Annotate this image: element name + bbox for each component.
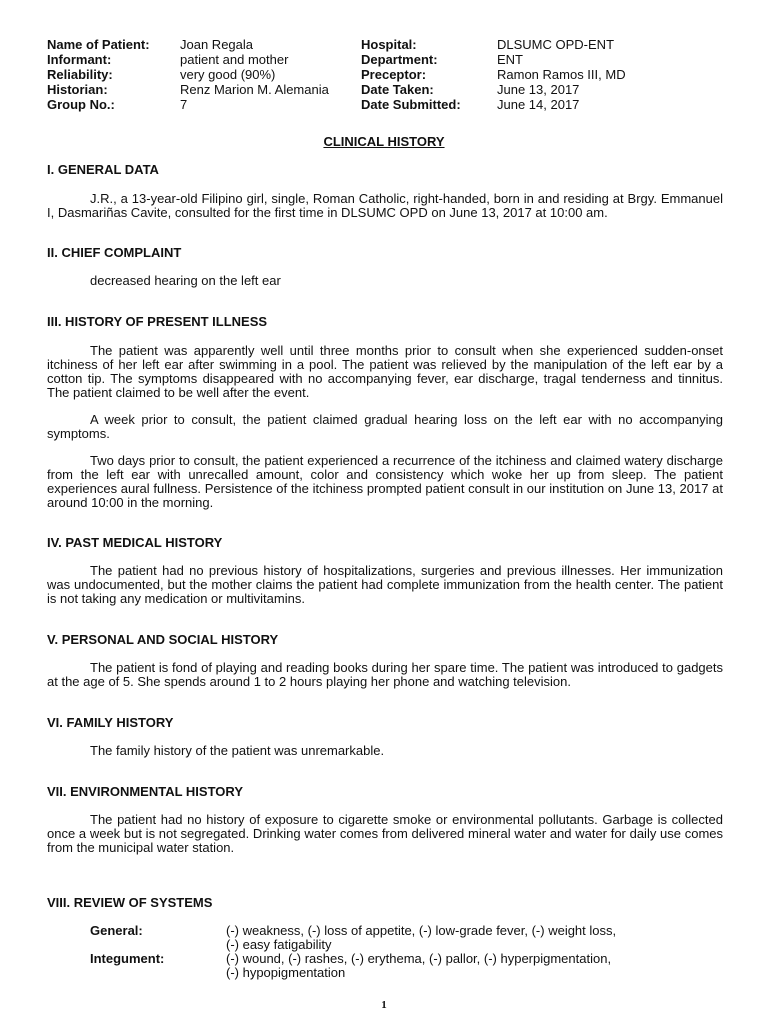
group-no-value: 7: [180, 97, 188, 112]
reliability-label: Reliability:: [47, 67, 113, 82]
header-row: [47, 38, 727, 53]
header-row: [47, 68, 727, 83]
chief-complaint-text: decreased hearing on the left ear: [90, 273, 281, 288]
date-taken-value: June 13, 2017: [497, 82, 580, 97]
ros-integument-label: Integument:: [90, 951, 165, 966]
chief-complaint-heading: II. CHIEF COMPLAINT: [47, 245, 182, 260]
general-data-heading: I. GENERAL DATA: [47, 162, 159, 177]
review-of-systems-heading: VIII. REVIEW OF SYSTEMS: [47, 895, 213, 910]
name-of-patient-value: Joan Regala: [180, 37, 253, 52]
patient-info-header: [47, 38, 727, 113]
informant-value: patient and mother: [180, 52, 289, 67]
informant-label: Informant:: [47, 52, 112, 67]
preceptor-value: Ramon Ramos III, MD: [497, 67, 626, 82]
hpi-paragraph-1: The patient was apparently well until three months prior to consult when she experienced sudden-onset itchiness of her left ear after swimming in a pool. The patient was relieved by the manipulation of the left ear by a cotton tip. The symptoms disappeared with no accompanying fever, ear discharge, tragal tenderness and tinnitus. The patient claimed to be well after the event.: [47, 343, 723, 400]
ros-general-text: [226, 924, 666, 952]
reliability-value: very good (90%): [180, 67, 276, 82]
hpi-heading: III. HISTORY OF PRESENT ILLNESS: [47, 314, 268, 329]
past-medical-history-heading: IV. PAST MEDICAL HISTORY: [47, 535, 223, 550]
ros-general-label: General:: [90, 923, 143, 938]
family-history-text: The family history of the patient was unremarkable.: [90, 743, 385, 758]
ros-integument-text: [226, 952, 666, 980]
historian-value: Renz Marion M. Alemania: [180, 82, 329, 97]
date-submitted-value: June 14, 2017: [497, 97, 580, 112]
name-of-patient-label: Name of Patient:: [47, 37, 150, 52]
hpi-paragraph-3: Two days prior to consult, the patient experienced a recurrence of the itchiness and claimed watery discharge from the left ear with unrecalled amount, color and consistency which woke her up from sleep. The patient experiences aural fullness. Persistence of the itchiness prompted patient consult in our institution on June 13, 2017 at around 10:00 in the morning.: [47, 453, 723, 510]
group-no-label: Group No.:: [47, 97, 115, 112]
family-history-heading: VI. FAMILY HISTORY: [47, 715, 174, 730]
past-medical-history-paragraph: The patient had no previous history of hospitalizations, surgeries and previous illnesses. Her immunization was undocumented, but the mother claims the patient had complete immunization from the health center. The patient is not taking any medication or multivitamins.: [47, 563, 723, 606]
personal-social-history-paragraph: The patient is fond of playing and reading books during her spare time. The patient was introduced to gadgets at the age of 5. She spends around 1 to 2 hours playing her phone and watching television.: [47, 660, 723, 689]
ros-item: [90, 924, 730, 952]
ros-general-line-1: (-) weakness, (-) loss of appetite, (-) low-grade fever, (-) weight loss,: [226, 923, 617, 938]
date-submitted-label: Date Submitted:: [361, 97, 461, 112]
header-row: [47, 98, 727, 113]
review-of-systems-list: [90, 924, 730, 980]
environmental-history-heading: VII. ENVIRONMENTAL HISTORY: [47, 784, 243, 799]
document-title: CLINICAL HISTORY: [323, 134, 445, 149]
page-number: 1: [381, 999, 387, 1011]
date-taken-label: Date Taken:: [361, 82, 434, 97]
environmental-history-paragraph: The patient had no history of exposure to cigarette smoke or environmental pollutants. Garbage is collected once a week but is not segregated. Drinking water comes from delivered mineral water and water for daily use comes from the municipal water station.: [47, 812, 723, 855]
header-row: [47, 53, 727, 68]
ros-integument-line-1: (-) wound, (-) rashes, (-) erythema, (-) pallor, (-) hyperpigmentation,: [226, 951, 612, 966]
personal-social-history-heading: V. PERSONAL AND SOCIAL HISTORY: [47, 632, 279, 647]
header-row: [47, 83, 727, 98]
ros-general-line-2: (-) easy fatigability: [226, 937, 332, 952]
general-data-paragraph: J.R., a 13-year-old Filipino girl, single, Roman Catholic, right-handed, born in and residing at Brgy. Emmanuel I, Dasmariñas Cavite, consulted for the first time in DLSUMC OPD on June 13, 2017 at 10:00 am.: [47, 191, 723, 220]
ros-item: [90, 952, 730, 980]
hospital-value: DLSUMC OPD-ENT: [497, 37, 615, 52]
department-value: ENT: [497, 52, 523, 67]
hospital-label: Hospital:: [361, 37, 417, 52]
historian-label: Historian:: [47, 82, 108, 97]
department-label: Department:: [361, 52, 438, 67]
ros-integument-line-2: (-) hypopigmentation: [226, 965, 346, 980]
preceptor-label: Preceptor:: [361, 67, 427, 82]
hpi-paragraph-2: A week prior to consult, the patient claimed gradual hearing loss on the left ear with no accompanying symptoms.: [47, 412, 723, 441]
